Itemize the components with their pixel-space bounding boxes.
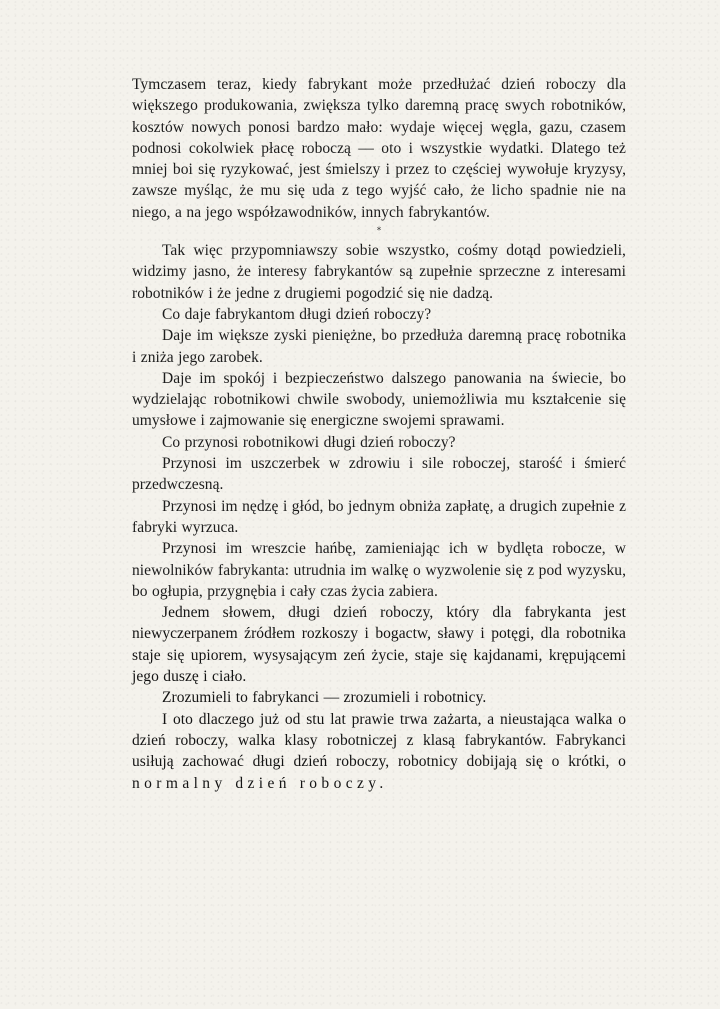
answer-zyski: Daje im większe zyski pieniężne, bo przedłuża daremną pracę robotnika i zniża jego zarobek. <box>132 327 626 366</box>
answer-nedza: Przynosi im nędzę i głód, bo jednym obniża zapłatę, a drugich zupełnie z fabryki wyrzuca. <box>132 497 626 536</box>
body-text <box>132 74 626 794</box>
question-fabrykanci: Co daje fabrykantom długi dzień roboczy? <box>162 305 432 323</box>
question-robotnicy: Co przynosi robotnikowi długi dzień roboczy? <box>162 433 456 451</box>
emphasized-phrase: normalny dzień roboczy. <box>132 774 388 792</box>
section-separator: * <box>376 226 382 237</box>
paragraph-zrozumieli: Zrozumieli to fabrykanci — zrozumieli i robotnicy. <box>162 689 487 707</box>
answer-spokoj: Daje im spokój i bezpieczeństwo dalszego panowania na świecie, bo wydzielając robotnikowi chwile swobody, uniemożliwia mu kształcenie się umysłowe i zajmowanie się energiczne swojemi sprawami. <box>132 369 626 430</box>
answer-hanba: Przynosi im wreszcie hańbę, zamieniając ich w bydlęta robocze, w niewolników fabrykanta: utrudnia im walkę o wyzwolenie się z pod wyzysku, bo ogłupia, przygnębia i cały czas życia zabiera. <box>132 540 626 600</box>
paragraph-conclusion: Jednem słowem, długi dzień roboczy, który dla fabrykanta jest niewyczerpanem źródłem rozkoszy i bogactw, sławy i potęgi, dla robotnika staje się upiorem, wysysającym zeń życie, staje się kajdanami, krępującemi jego duszę i ciało. <box>132 604 626 686</box>
paragraph-opening: Tymczasem teraz, kiedy fabrykant może przedłużać dzień roboczy dla większego produkowania, zwiększa tylko daremną pracę swych robotników, kosztów nowych ponosi bardzo mało: wydaje więcej węgla, gazu, czasem podnosi cokolwiek płacę roboczą — oto i wszystkie wydatki. Dlatego też mniej boi się ryzykować, jest śmielszy i przez to częściej wywołuje kryzysy, zawsze myśląc, że mu się uda z tego wyjść cało, że licho spadnie nie na niego, a na jego współzawodników, innych fabrykantów. <box>132 76 626 221</box>
paragraph-summary: Tak więc przypomniawszy sobie wszystko, cośmy dotąd powiedzieli, widzimy jasno, że interesy fabrykantów są zupełnie sprzeczne z interesami robotników i że jedne z drugiemi pogodzić się nie dadzą. <box>132 242 626 302</box>
paragraph-closing <box>132 709 626 794</box>
closing-text: I oto dlaczego już od stu lat prawie trwa zażarta, a nieustająca walka o dzień roboczy, walka klasy robotniczej z klasą fabrykantów. Fabrykanci usiłują zachować długi dzień roboczy, robotnicy dobijają się o krótki, o <box>132 710 626 771</box>
answer-zdrowie: Przynosi im uszczerbek w zdrowiu i sile roboczej, starość i śmierć przedwczesną. <box>132 455 626 494</box>
